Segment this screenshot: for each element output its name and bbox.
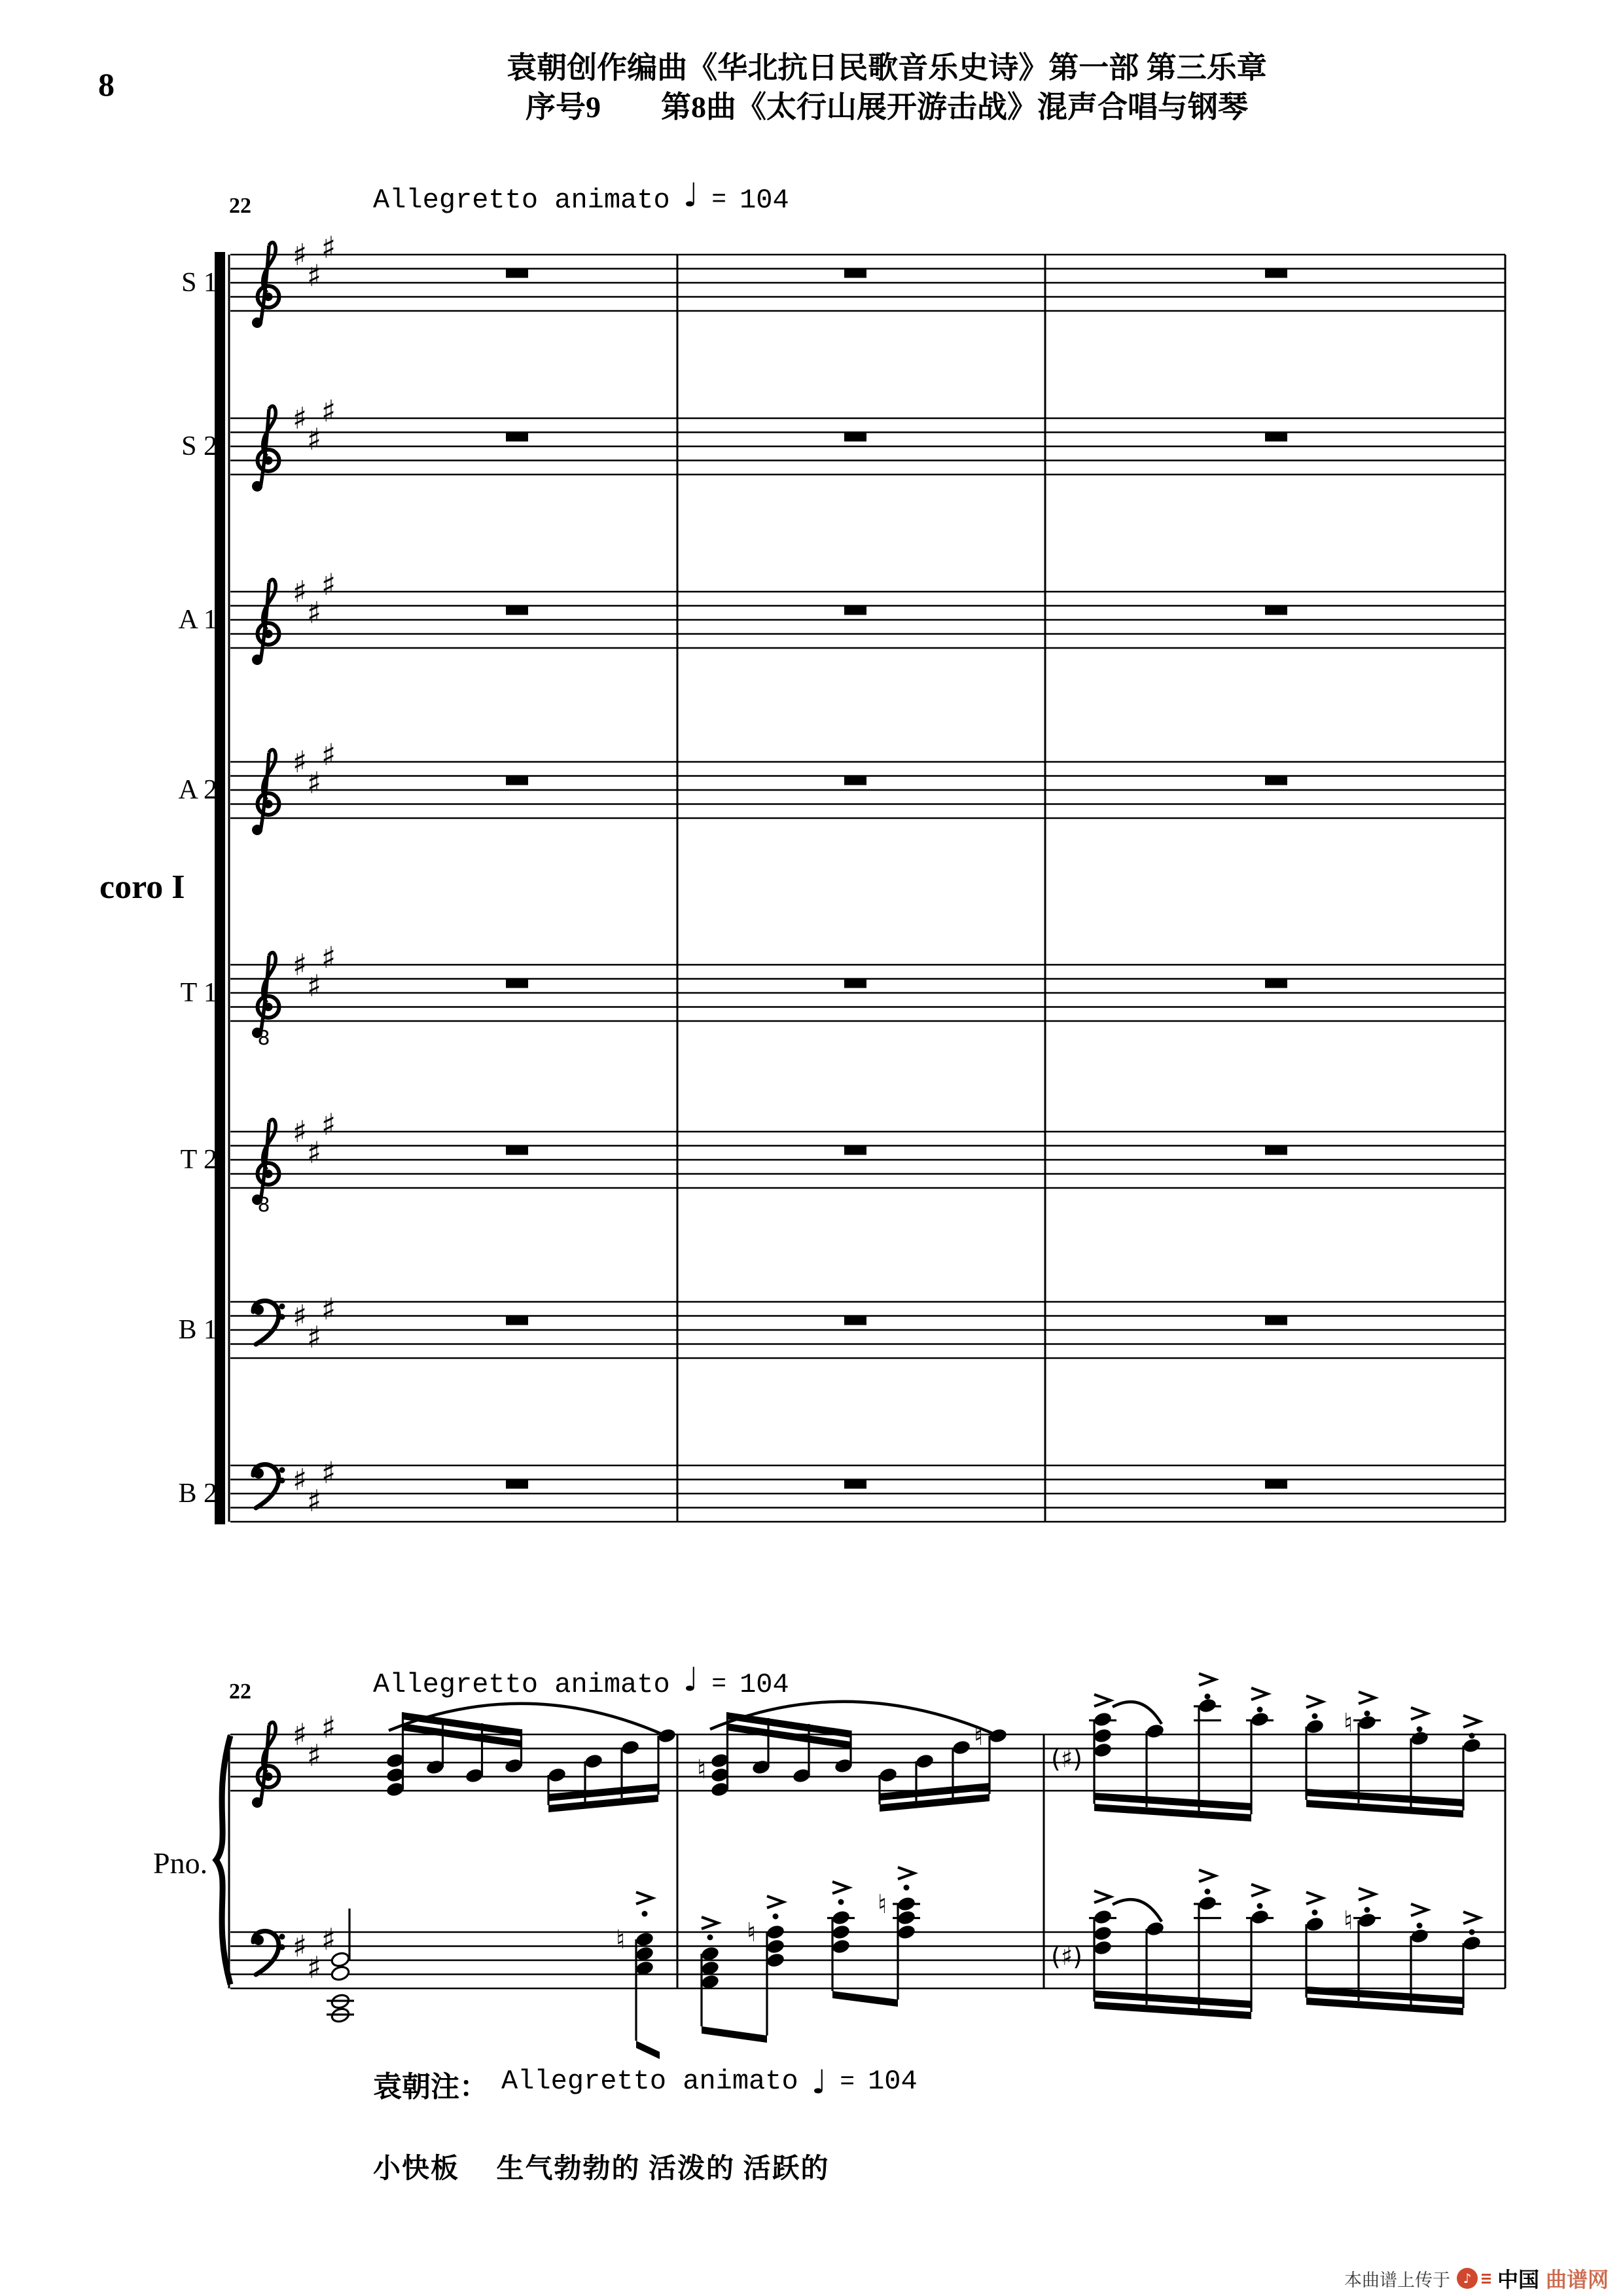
svg-text:♮: ♮ xyxy=(696,1755,707,1785)
svg-text:♯: ♯ xyxy=(292,744,308,780)
tempo-bpm: 104 xyxy=(868,2066,918,2097)
svg-text:♯: ♯ xyxy=(321,567,336,602)
svg-text:♯: ♯ xyxy=(292,574,308,609)
svg-text:♯: ♯ xyxy=(292,401,308,436)
staff-label-a1: A 1 xyxy=(178,605,217,635)
svg-text:♯: ♯ xyxy=(306,968,322,1003)
tempo-text: Allegretto animato xyxy=(501,2066,798,2097)
svg-text:♯: ♯ xyxy=(306,1950,322,1985)
svg-text:♯: ♯ xyxy=(292,1717,308,1752)
quarter-note-icon: ♩ xyxy=(811,2063,827,2101)
svg-text:♯: ♯ xyxy=(321,940,336,975)
staff-label-b2: B 2 xyxy=(178,1479,217,1509)
tempo-equals: = xyxy=(711,1670,727,1698)
svg-text:♯: ♯ xyxy=(321,1107,336,1142)
tempo-marking-top xyxy=(373,176,789,216)
svg-text:♯: ♯ xyxy=(321,230,336,265)
svg-text:8: 8 xyxy=(257,1194,270,1217)
tempo-translation-note: 小快板 生气勃勃的 活泼的 活跃的 xyxy=(373,2154,830,2184)
svg-text:♯: ♯ xyxy=(306,1483,322,1518)
tempo-bpm: 104 xyxy=(740,185,789,216)
composer-note-prefix: 袁朝注： xyxy=(373,2071,488,2103)
svg-text:♯: ♯ xyxy=(321,1291,336,1327)
svg-text:♯: ♯ xyxy=(306,1738,322,1773)
svg-text:♯: ♯ xyxy=(306,595,322,630)
svg-text:♯: ♯ xyxy=(292,1298,308,1334)
piano-label: Pno. xyxy=(153,1846,208,1880)
svg-text:♯: ♯ xyxy=(306,765,322,800)
svg-text:♯: ♯ xyxy=(292,1928,308,1964)
svg-text:♯: ♯ xyxy=(292,1462,308,1498)
site-logo-icon: ♪ xyxy=(1457,2268,1478,2289)
title-line2: 序号9 第8曲《太行山展开游击战》混声合唱与钢琴 xyxy=(526,90,1248,124)
svg-text:♯: ♯ xyxy=(292,237,308,272)
svg-text:♯: ♯ xyxy=(306,422,322,457)
svg-text:♯: ♯ xyxy=(321,1710,336,1745)
svg-text:♮: ♮ xyxy=(615,1925,626,1955)
svg-text:♯: ♯ xyxy=(321,1454,336,1490)
svg-text:8: 8 xyxy=(257,1027,270,1050)
page-number: 8 xyxy=(98,66,115,103)
tempo-marking-piano xyxy=(373,1660,789,1700)
tempo-text: Allegretto animato xyxy=(373,185,670,216)
choir-group-label: coro I xyxy=(99,869,185,906)
site-logo-bars-icon xyxy=(1482,2274,1491,2284)
staff-label-a2: A 2 xyxy=(178,775,217,805)
staff-label-t1: T 1 xyxy=(180,978,217,1008)
svg-text:♯: ♯ xyxy=(292,947,308,982)
svg-text:♯: ♯ xyxy=(306,258,322,293)
tempo-equals: = xyxy=(711,186,727,214)
svg-text:♯: ♯ xyxy=(321,1921,336,1957)
measure-number-piano: 22 xyxy=(229,1679,251,1704)
score-title xyxy=(151,48,1623,127)
staff-label-s1: S 1 xyxy=(181,268,217,298)
site-watermark xyxy=(1344,2263,1609,2293)
tempo-bpm: 104 xyxy=(740,1669,789,1700)
svg-text:♮: ♮ xyxy=(746,1918,757,1948)
svg-text:♮: ♮ xyxy=(973,1721,984,1751)
svg-text:♯: ♯ xyxy=(321,737,336,772)
svg-text:(♯): (♯) xyxy=(1050,1942,1083,1971)
watermark-site-name-2: 曲谱网 xyxy=(1545,2268,1609,2291)
composer-note xyxy=(373,2063,918,2105)
svg-text:♮: ♮ xyxy=(1343,1906,1353,1936)
staff-label-b1: B 1 xyxy=(178,1315,217,1345)
svg-text:♯: ♯ xyxy=(306,1135,322,1170)
quarter-note-icon: ♩ xyxy=(683,176,699,214)
svg-text:♯: ♯ xyxy=(292,1114,308,1149)
watermark-text: 本曲谱上传于 xyxy=(1344,2270,1450,2290)
tempo-text: Allegretto animato xyxy=(373,1669,670,1700)
svg-text:♯: ♯ xyxy=(306,1319,322,1355)
staff-label-t2: T 2 xyxy=(180,1145,217,1175)
svg-text:♮: ♮ xyxy=(877,1890,887,1920)
svg-text:♯: ♯ xyxy=(321,393,336,429)
svg-text:♮: ♮ xyxy=(1343,1708,1353,1738)
watermark-site-name-1: 中国 xyxy=(1497,2268,1539,2291)
staff-label-s2: S 2 xyxy=(181,431,217,461)
tempo-equals: = xyxy=(840,2068,855,2096)
svg-text:(♯): (♯) xyxy=(1050,1744,1083,1773)
quarter-note-icon: ♩ xyxy=(683,1660,699,1698)
title-line1: 袁朝创作编曲《华北抗日民歌音乐史诗》第一部 第三乐章 xyxy=(507,51,1267,84)
measure-number-top: 22 xyxy=(229,194,251,218)
